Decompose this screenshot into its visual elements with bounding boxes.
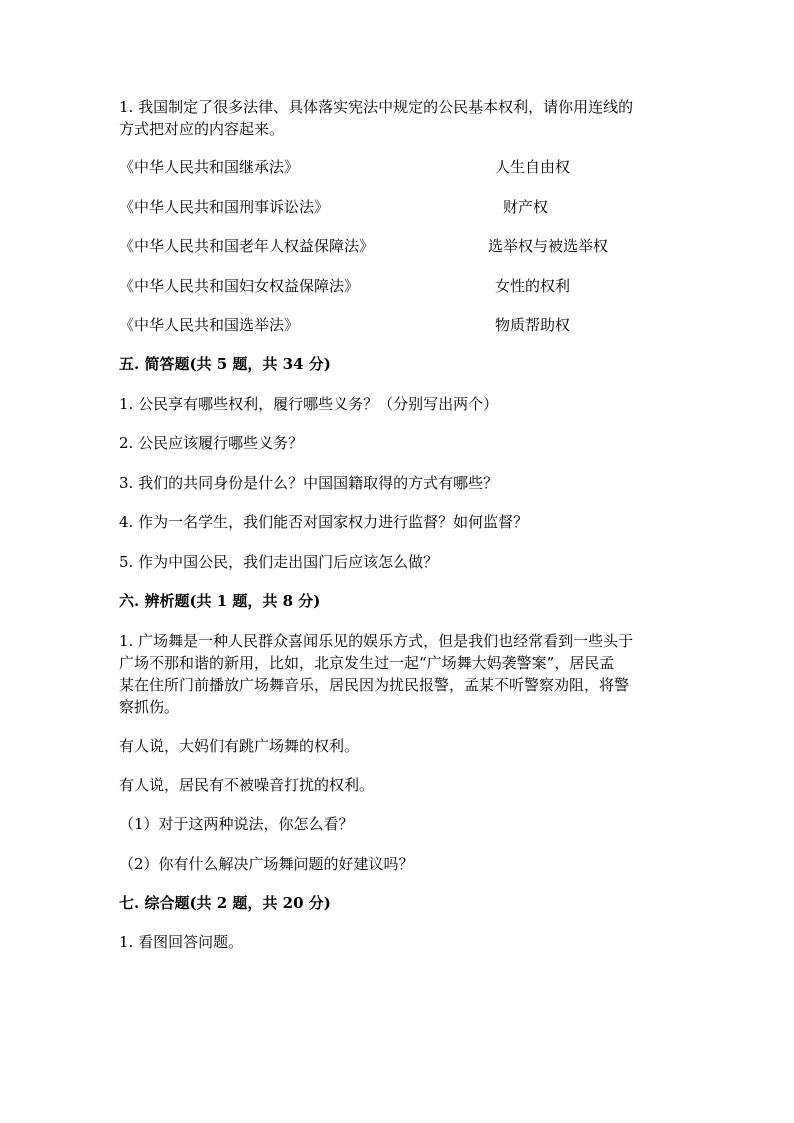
match-right-item-3: 选举权与被选举权 xyxy=(488,237,609,255)
q4-1-prompt-line2: 方式把对应的内容起来。 xyxy=(119,120,285,138)
section-6-para-line4: 察抓伤。 xyxy=(119,698,180,716)
section-6-para-line2: 广场不那和谐的新用，比如，北京发生过一起“广场舞大妈袭警案”，居民孟 xyxy=(119,654,615,672)
section-6-para-line3: 某在住所门前播放广场舞音乐，居民因为扰民报警，孟某不听警察劝阻，将警 xyxy=(119,676,630,694)
section-5-question-1: 1. 公民享有哪些权利，履行哪些义务？（分别写出两个） xyxy=(119,395,499,413)
section-6-para-line1: 1. 广场舞是一种人民群众喜闻乐见的娱乐方式，但是我们也经常看到一些头于 xyxy=(119,632,634,650)
section-6-statement-1: 有人说，大妈们有跳广场舞的权利。 xyxy=(119,737,360,755)
match-left-item-2: 《中华人民共和国刑事诉讼法》 xyxy=(119,198,330,216)
section-5-question-3: 3. 我们的共同身份是什么？中国国籍取得的方式有哪些？ xyxy=(119,474,499,492)
q4-1-prompt-line1: 1. 我国制定了很多法律、具体落实宪法中规定的公民基本权利，请你用连线的 xyxy=(119,98,634,116)
section-6-sub-question-1: （1）对于这两种说法，你怎么看？ xyxy=(119,815,354,833)
section-5-question-4: 4. 作为一名学生，我们能否对国家权力进行监督？如何监督？ xyxy=(119,513,529,531)
section-7-heading: 七. 综合题(共 2 题，共 20 分) xyxy=(119,894,331,912)
section-6-heading: 六. 辨析题(共 1 题，共 8 分) xyxy=(119,592,321,610)
match-left-item-1: 《中华人民共和国继承法》 xyxy=(119,158,300,176)
section-6-sub-question-2: （2）你有什么解决广场舞问题的好建议吗？ xyxy=(119,855,414,873)
match-left-item-3: 《中华人民共和国老年人权益保障法》 xyxy=(119,237,375,255)
section-7-question-1: 1. 看图回答问题。 xyxy=(119,933,244,951)
section-5-question-2: 2. 公民应该履行哪些义务？ xyxy=(119,434,304,452)
match-left-item-4: 《中华人民共和国妇女权益保障法》 xyxy=(119,277,360,295)
match-right-item-4: 女性的权利 xyxy=(495,277,571,295)
match-right-item-5: 物质帮助权 xyxy=(495,316,571,334)
section-5-question-5: 5. 作为中国公民，我们走出国门后应该怎么做？ xyxy=(119,553,439,571)
match-right-item-1: 人生自由权 xyxy=(495,158,571,176)
section-6-statement-2: 有人说，居民有不被噪音打扰的权利。 xyxy=(119,776,375,794)
match-right-item-2: 财产权 xyxy=(503,198,549,216)
match-left-item-5: 《中华人民共和国选举法》 xyxy=(119,316,300,334)
section-5-heading: 五. 简答题(共 5 题，共 34 分) xyxy=(119,355,331,373)
